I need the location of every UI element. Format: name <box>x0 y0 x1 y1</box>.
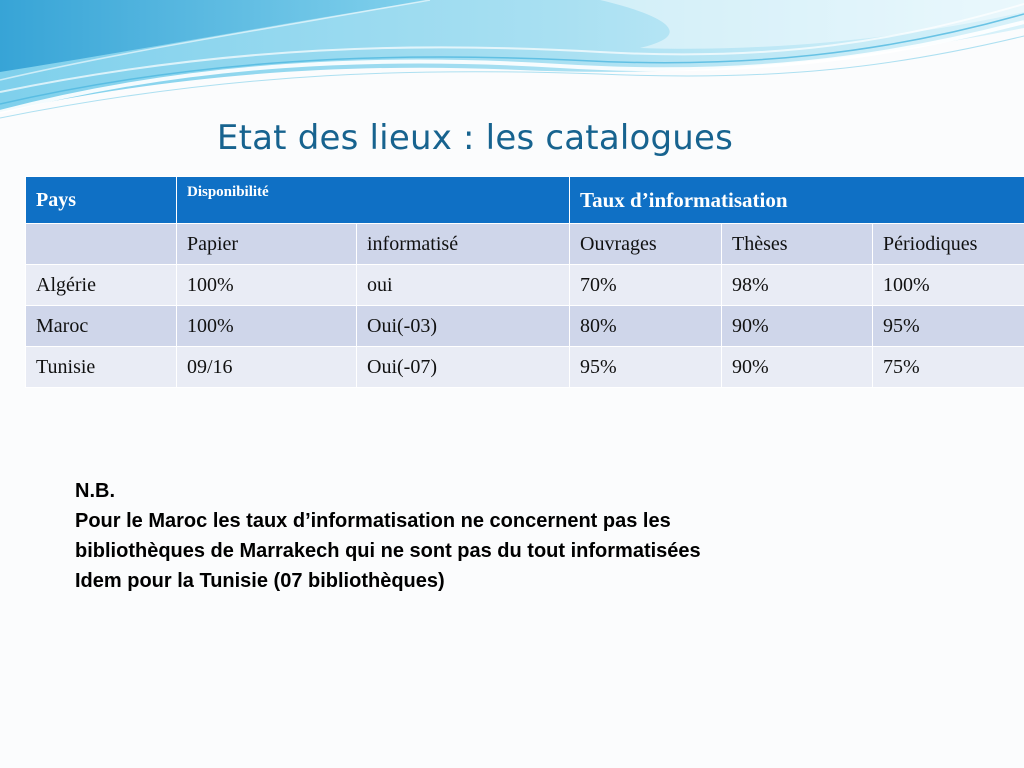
header-disponibilite: Disponibilité <box>177 177 570 224</box>
header-pays: Pays <box>26 177 177 224</box>
note-heading: N.B. <box>75 480 115 502</box>
cell-theses: 90% <box>722 306 873 347</box>
cell-informatise: oui <box>357 265 570 306</box>
catalogues-table <box>25 176 1024 388</box>
cell-periodiques: 95% <box>873 306 1024 347</box>
subheader-cell <box>26 224 177 265</box>
slide-title: Etat des lieux : les catalogues <box>216 118 734 158</box>
cell-ouvrages: 80% <box>570 306 722 347</box>
table-header-row <box>26 177 1024 224</box>
cell-theses: 90% <box>722 347 873 388</box>
cell-informatise: Oui(-07) <box>357 347 570 388</box>
table-subheader-row <box>26 224 1024 265</box>
cell-papier: 100% <box>177 265 357 306</box>
cell-papier: 100% <box>177 306 357 347</box>
cell-informatise: Oui(-03) <box>357 306 570 347</box>
subheader-theses: Thèses <box>722 224 873 265</box>
subheader-papier: Papier <box>177 224 357 265</box>
cell-ouvrages: 70% <box>570 265 722 306</box>
note-line: Pour le Maroc les taux d’informatisation ne concernent pas les <box>75 510 671 532</box>
cell-periodiques: 100% <box>873 265 1024 306</box>
table-row-algerie <box>26 265 1024 306</box>
subheader-periodiques: Périodiques <box>873 224 1024 265</box>
table-row-maroc <box>26 306 1024 347</box>
cell-pays: Algérie <box>26 265 177 306</box>
cell-theses: 98% <box>722 265 873 306</box>
note-line: Idem pour la Tunisie (07 bibliothèques) <box>75 570 445 592</box>
header-taux-informatisation: Taux d’informatisation <box>570 177 1024 224</box>
subheader-informatise: informatisé <box>357 224 570 265</box>
table-row-tunisie <box>26 347 1024 388</box>
nb-note <box>75 476 955 596</box>
subheader-ouvrages: Ouvrages <box>570 224 722 265</box>
cell-papier: 09/16 <box>177 347 357 388</box>
cell-periodiques: 75% <box>873 347 1024 388</box>
cell-pays: Maroc <box>26 306 177 347</box>
cell-ouvrages: 95% <box>570 347 722 388</box>
cell-pays: Tunisie <box>26 347 177 388</box>
note-line: bibliothèques de Marrakech qui ne sont pas du tout informatisées <box>75 540 701 562</box>
